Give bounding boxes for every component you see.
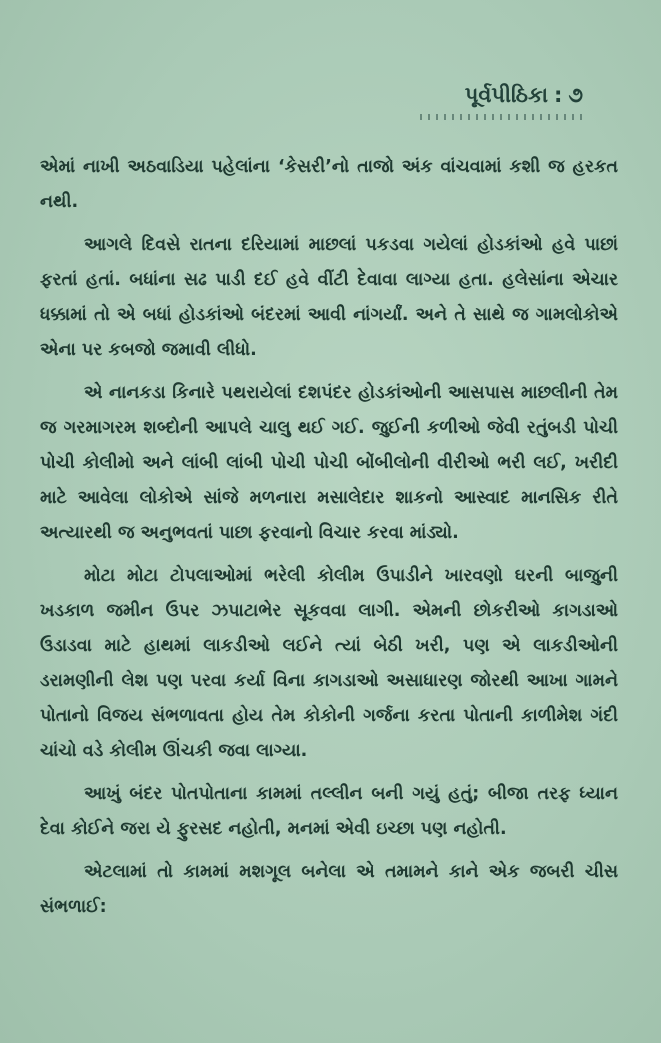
paragraph-4: મોટા મોટા ટોપલાઓમાં ભરેલી કોલીમ ઉપાડીને ખારવણો ઘરની બાજુની ખડકાળ જમીન ઉપર ઝપાટાભેર સૂકવવા લાગી. એમની છોકરીઓ કાગડાઓ ઉડાડવા માટે હાથમાં લાકડીઓ લઈને ત્યાં બેઠી ખરી, પણ એ લાકડીઓની ડરામણીની લેશ પણ પરવા કર્યા વિના કાગડાઓ અસાધારણ જોરથી આખા ગામને પોતાનો વિજય સંભળાવતા હોય તેમ કોકોની ગર્જના કરતા પોતાની કાળીમેશ ગંદી ચાંચો વડે કોલીમ ઊંચકી જવા લાગ્યા.: [40, 566, 618, 761]
header-separator: :: [553, 83, 563, 107]
body-text: [40, 150, 618, 933]
paragraph-6: એટલામાં તો કામમાં મશગૂલ બનેલા એ તમામને કાને એક જબરી ચીસ સંભળાઈ:: [40, 862, 618, 917]
paragraph-2: આગલે દિવસે રાતના દરિયામાં માછલાં પકડવા ગયેલાં હોડકાંઓ હવે પાછાં ફરતાં હતાં. બધાંના સઢ પાડી દઈ હવે વીંટી દેવાવા લાગ્યા હતા. હલેસાંના એચાર ધક્કામાં તો એ બધાં હોડકાંઓ બંદરમાં આવી નાંગર્યાં. અને તે સાથે જ ગામલોકોએ એના પર કબજો જમાવી લીધો.: [40, 235, 618, 360]
chapter-title: પૂર્વપીઠિકા: [464, 83, 548, 107]
paragraph-5: આખું બંદર પોતપોતાના કામમાં તલ્લીન બની ગયું હતું; બીજા તરફ ધ્યાન દેવા કોઈને જરા યે ફુરસદ નહોતી, મનમાં એવી ઇચ્છા પણ નહોતી.: [40, 784, 618, 839]
header-wavy-rule: [417, 114, 587, 120]
running-header: [465, 83, 583, 108]
page-number: ૭: [568, 83, 583, 107]
paragraph-1: એમાં નાખી અઠવાડિયા પહેલાંના ‘કેસરી’નો તાજો અંક વાંચવામાં કશી જ હરકત નથી.: [40, 157, 618, 212]
paragraph-3: એ નાનકડા કિનારે પથરાયેલાં દશપંદર હોડકાંઓની આસપાસ માછલીની તેમ જ ગરમાગરમ શબ્દોની આપલે ચાલુ થઈ ગઈ. જુઈની કળીઓ જેવી રતુંબડી પોચી પોચી કોલીમો અને લાંબી લાંબી પોચી પોચી બોંબીલોની વીરીઓ ભરી લઈ, ખરીદી માટે આવેલા લોકોએ સાંજે મળનારા મસાલેદાર શાકનો આસ્વાદ માનસિક રીતે અત્યારથી જ અનુભવતાં પાછા ફરવાનો વિચાર કરવા માંડ્યો.: [40, 383, 618, 543]
